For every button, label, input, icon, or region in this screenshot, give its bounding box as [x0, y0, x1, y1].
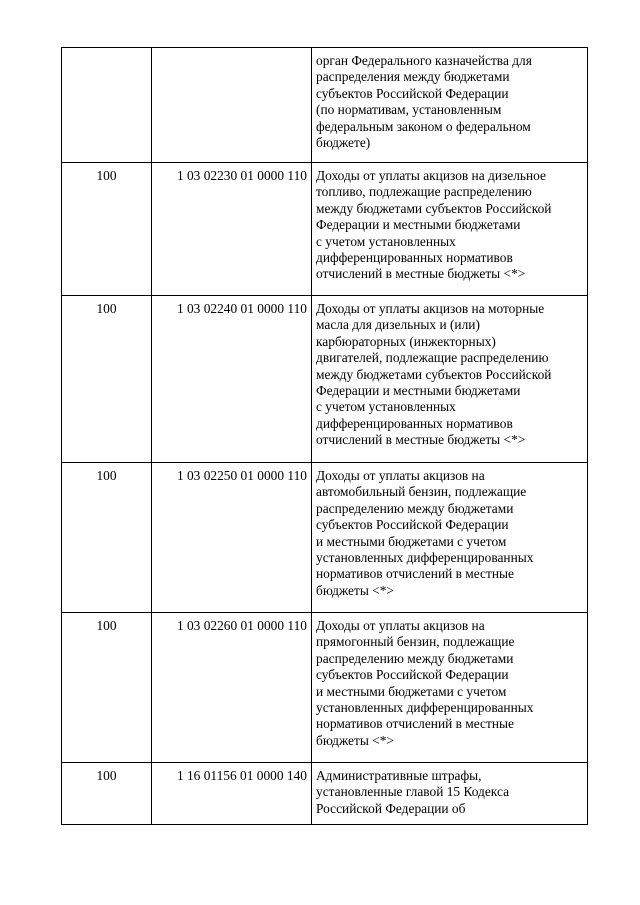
- description-line: Российской Федерации об: [316, 800, 466, 816]
- description-line: карбюраторных (инжекторных): [316, 333, 496, 349]
- description-line: установленных дифференцированных: [316, 700, 534, 716]
- description-line: двигателей, подлежащие распределению: [316, 350, 549, 366]
- budget-classification-code-cell: 1 03 02250 01 0000 110: [152, 463, 312, 613]
- budget-classification-code-cell: 1 16 01156 01 0000 140: [152, 763, 312, 825]
- revenue-description-cell: [312, 48, 588, 163]
- description-line: отчислений в местные бюджеты <*>: [316, 432, 526, 448]
- table-row: [62, 296, 588, 463]
- description-line: между бюджетами субъектов Российской: [316, 366, 552, 382]
- revenue-table-body: [62, 48, 588, 825]
- admin-code-cell: 100: [62, 763, 152, 825]
- budget-classification-code-cell: [152, 48, 312, 163]
- table-row: [62, 463, 588, 613]
- admin-code-cell: 100: [62, 463, 152, 613]
- description-line: отчислений в местные бюджеты <*>: [316, 266, 526, 282]
- description-line: бюджете): [316, 135, 371, 151]
- description-line: нормативов отчислений в местные: [316, 716, 514, 732]
- description-line: с учетом установленных: [316, 399, 456, 415]
- description-line: Доходы от уплаты акцизов на моторные: [316, 301, 545, 316]
- description-line: Федерации и местными бюджетами: [316, 217, 521, 233]
- description-line: бюджеты <*>: [316, 732, 394, 748]
- description-line: распределению между бюджетами: [316, 650, 514, 666]
- admin-code-cell: 100: [62, 163, 152, 296]
- table-row: [62, 48, 588, 163]
- description-line: между бюджетами субъектов Российской: [316, 200, 552, 216]
- table-row: [62, 163, 588, 296]
- description-line: с учетом установленных: [316, 233, 456, 249]
- revenue-table: [61, 47, 588, 825]
- description-line: Федерации и местными бюджетами: [316, 383, 521, 399]
- admin-code-cell: 100: [62, 613, 152, 763]
- description-line: автомобильный бензин, подлежащие: [316, 484, 527, 500]
- revenue-description-cell: [312, 163, 588, 296]
- description-line: топливо, подлежащие распределению: [316, 184, 532, 200]
- description-line: субъектов Российской Федерации: [316, 667, 509, 683]
- description-line: распределению между бюджетами: [316, 500, 514, 516]
- revenue-description-cell: [312, 613, 588, 763]
- admin-code-cell: [62, 48, 152, 163]
- budget-classification-code-cell: 1 03 02240 01 0000 110: [152, 296, 312, 463]
- description-line: (по нормативам, установленным: [316, 102, 502, 118]
- description-line: дифференцированных нормативов: [316, 250, 513, 266]
- budget-classification-code-cell: 1 03 02260 01 0000 110: [152, 613, 312, 763]
- description-line: и местными бюджетами с учетом: [316, 533, 507, 549]
- description-line: дифференцированных нормативов: [316, 415, 513, 431]
- description-line: и местными бюджетами с учетом: [316, 683, 507, 699]
- description-line: нормативов отчислений в местные: [316, 566, 514, 582]
- description-line: прямогонный бензин, подлежащие: [316, 634, 515, 650]
- budget-classification-code-cell: 1 03 02230 01 0000 110: [152, 163, 312, 296]
- description-line: субъектов Российской Федерации: [316, 517, 509, 533]
- description-line: Административные штрафы,: [316, 768, 482, 783]
- description-line: масла для дизельных и (или): [316, 317, 480, 333]
- description-line: распределения между бюджетами: [316, 69, 510, 85]
- description-line: субъектов Российской Федерации: [316, 85, 509, 101]
- admin-code-cell: 100: [62, 296, 152, 463]
- table-row: [62, 613, 588, 763]
- revenue-description-cell: [312, 296, 588, 463]
- description-line: Доходы от уплаты акцизов на: [316, 618, 485, 633]
- description-line: федеральным законом о федеральном: [316, 118, 531, 134]
- revenue-description-cell: [312, 463, 588, 613]
- description-line: Доходы от уплаты акцизов на: [316, 468, 485, 483]
- table-row: [62, 763, 588, 825]
- description-line: орган Федерального казначейства для: [316, 53, 532, 68]
- description-line: установленных дифференцированных: [316, 550, 534, 566]
- description-line: Доходы от уплаты акцизов на дизельное: [316, 168, 546, 183]
- description-line: бюджеты <*>: [316, 582, 394, 598]
- revenue-description-cell: [312, 763, 588, 825]
- description-line: установленные главой 15 Кодекса: [316, 784, 510, 800]
